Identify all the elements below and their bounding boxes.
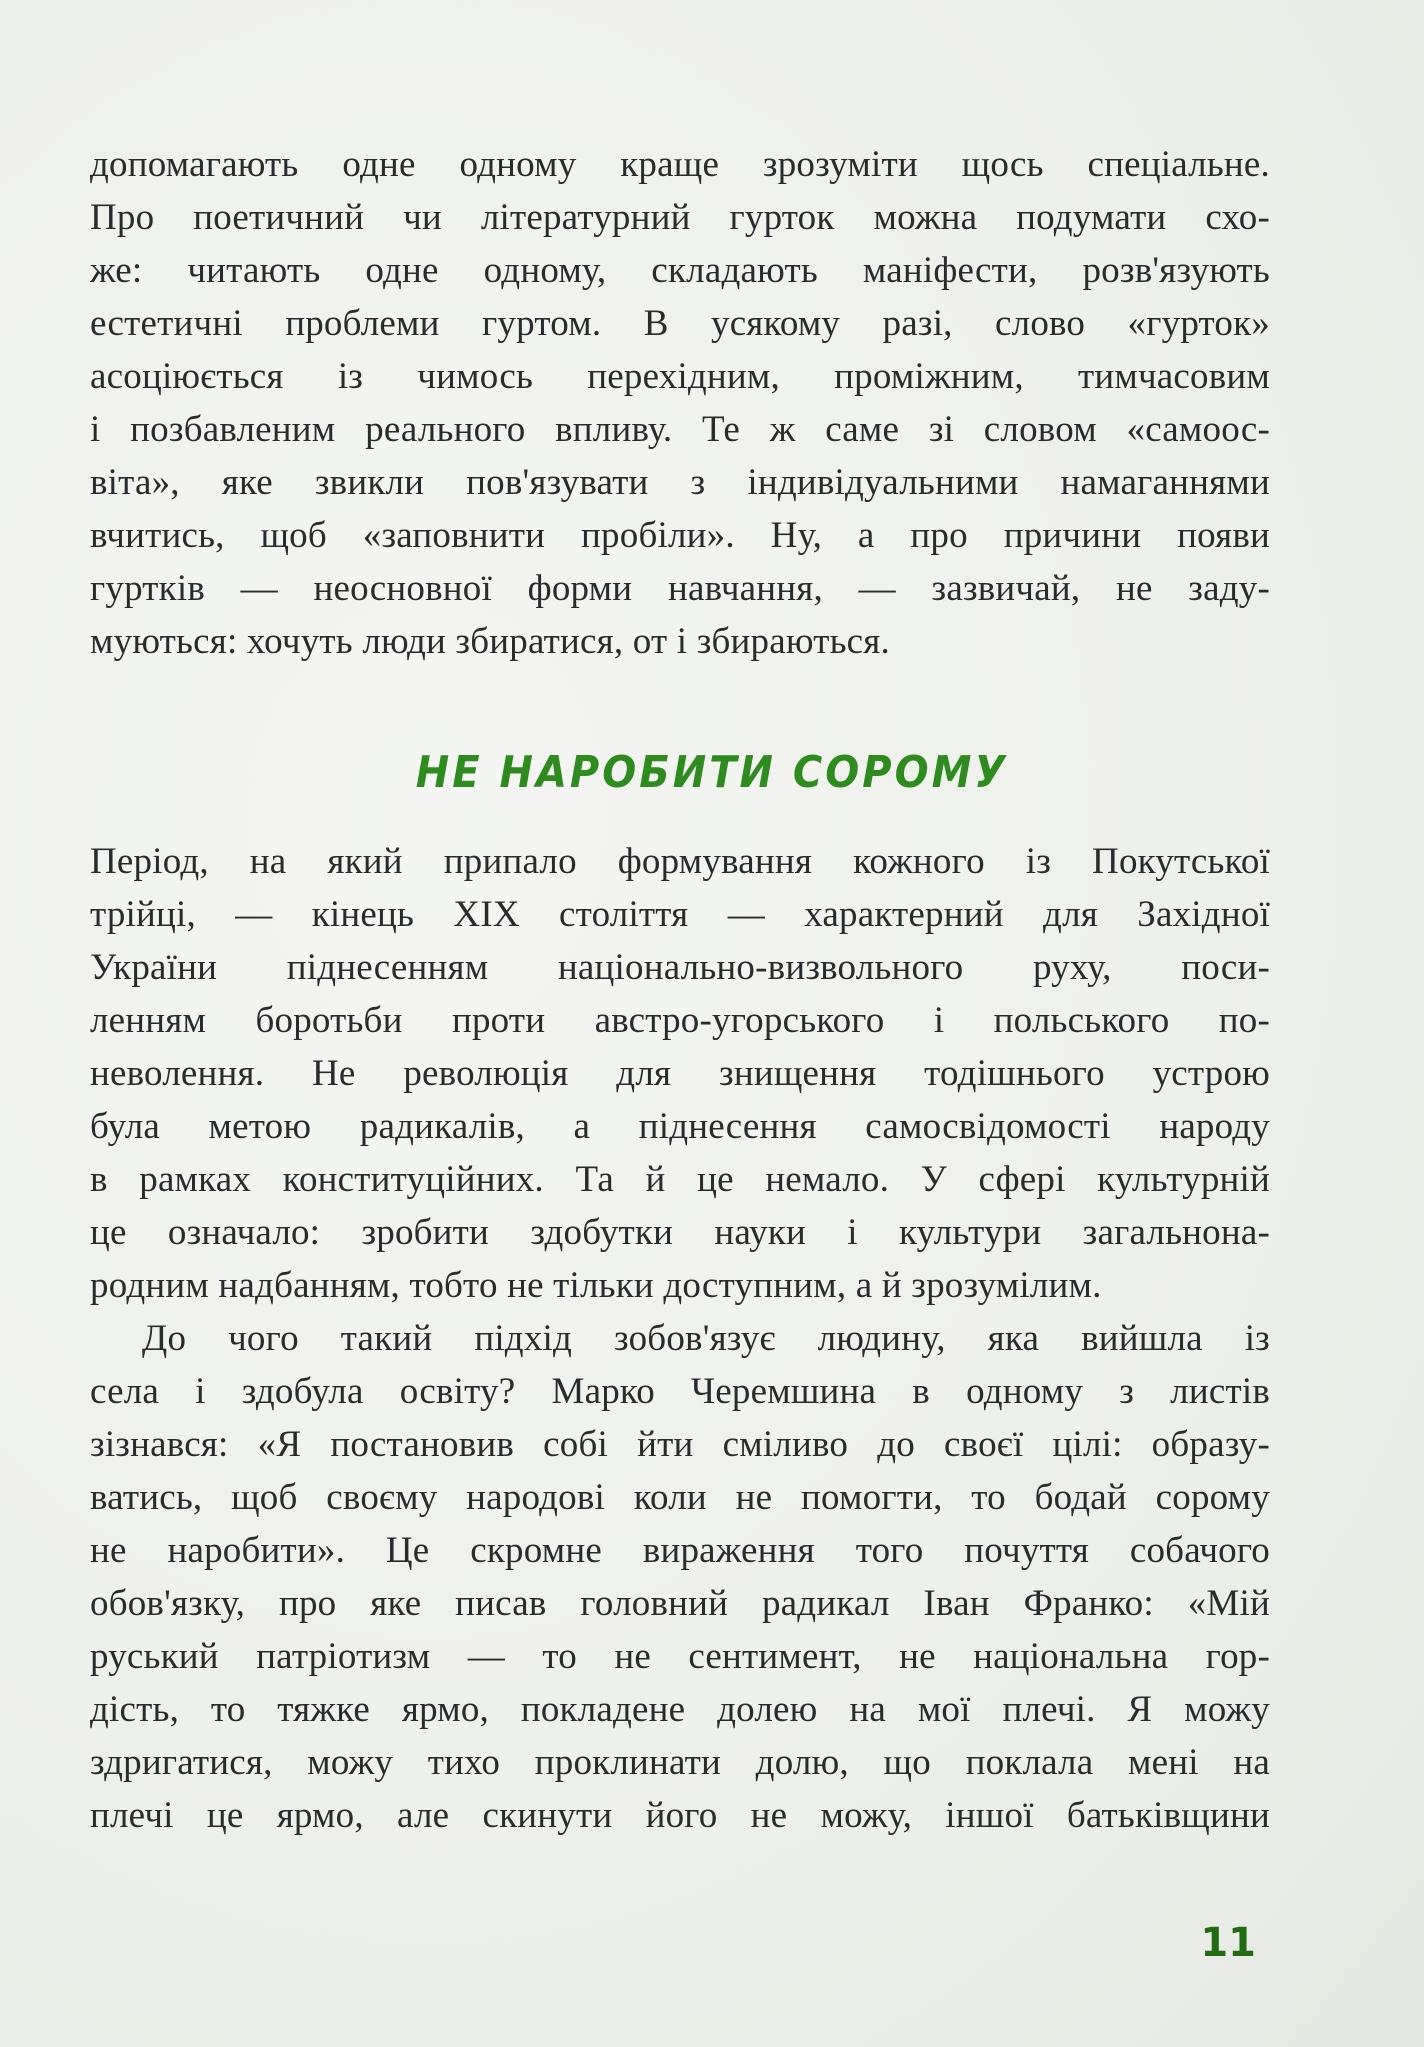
text-line: ватись, щоб своєму народові коли не помогти, то бодай сорому: [90, 1477, 1270, 1518]
text-line: же: читають одне одному, складають маніфести, розв'язують: [90, 250, 1270, 291]
text-line: віта», яке звикли пов'язувати з індивідуальними намаганнями: [90, 462, 1270, 503]
text-line: родним надбанням, тобто не тільки доступним, а й зрозумілим.: [90, 1265, 1102, 1306]
text-line: села і здобула освіту? Марко Черемшина в одному з листів: [90, 1371, 1270, 1412]
text-line: ленням боротьби проти австро-угорського і польського по-: [90, 1000, 1270, 1041]
text-line: вчитись, щоб «заповнити пробіли». Ну, а про причини появи: [90, 515, 1270, 556]
text-line: Про поетичний чи літературний гурток можна подумати схо-: [90, 197, 1270, 238]
text-line: До чого такий підхід зобов'язує людину, яка вийшла із: [142, 1318, 1270, 1359]
text-line: дість, то тяжке ярмо, покладене долею на мої плечі. Я можу: [90, 1689, 1270, 1730]
text-line: це означало: зробити здобутки науки і культури загальнона-: [90, 1212, 1270, 1253]
text-line: плечі це ярмо, але скинути його не можу, іншої батьківщини: [90, 1795, 1270, 1836]
text-line: була метою радикалів, а піднесення самосвідомості народу: [90, 1106, 1270, 1147]
text-line: трійці, — кінець XIX століття — характерний для Західної: [90, 894, 1270, 935]
text-line: не наробити». Це скромне вираження того почуття собачого: [90, 1530, 1270, 1571]
text-line: руський патріотизм — то не сентимент, не національна гор-: [90, 1636, 1270, 1677]
page-number: 11: [1200, 1920, 1256, 1966]
text-line: неволення. Не революція для знищення тодішнього устрою: [90, 1053, 1270, 1094]
text-line: Період, на який припало формування кожного із Покутської: [90, 841, 1270, 882]
text-line: здригатися, можу тихо проклинати долю, що поклала мені на: [90, 1742, 1270, 1783]
text-line: естетичні проблеми гуртом. В усякому разі, слово «гурток»: [90, 303, 1270, 344]
text-line: в рамках конституційних. Та й це немало. У сфері культурній: [90, 1159, 1270, 1200]
text-line: асоціюється із чимось перехідним, проміжним, тимчасовим: [90, 356, 1270, 397]
text-line: муються: хочуть люди збиратися, от і збираються.: [90, 621, 890, 662]
text-line: обов'язку, про яке писав головний радикал Іван Франко: «Мій: [90, 1583, 1270, 1624]
text-line: і позбавленим реального впливу. Те ж саме зі словом «самоос-: [90, 409, 1270, 450]
paragraph-main: [90, 835, 1270, 1842]
text-line: України піднесенням національно-визвольного руху, поси-: [90, 947, 1270, 988]
text-line: зізнався: «Я постановив собі йти сміливо до своєї цілі: образу-: [90, 1424, 1270, 1465]
section-heading: НЕ НАРОБИТИ СОРОМУ: [415, 748, 1009, 798]
text-line: допомагають одне одному краще зрозуміти щось спеціальне.: [90, 144, 1270, 185]
text-line: гуртків — неосновної форми навчання, — зазвичай, не заду-: [90, 568, 1270, 609]
paragraph-top: [90, 138, 1270, 668]
